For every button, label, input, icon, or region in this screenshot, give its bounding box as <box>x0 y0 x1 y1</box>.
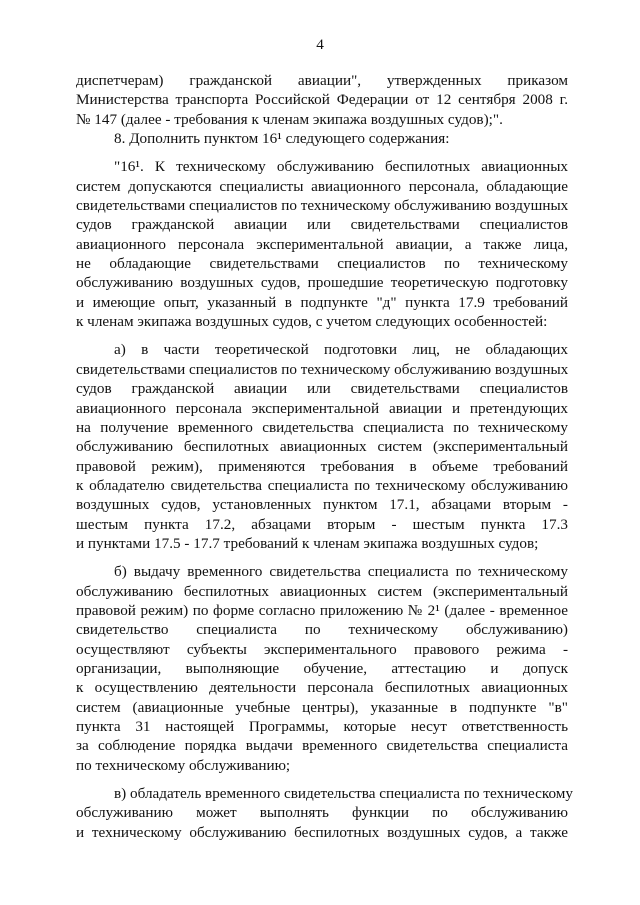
text-line: правовой режим), применяются требования в объеме требований <box>76 457 568 475</box>
text-line: систем (авиационные учебные центры), указанные в подпункте "в" <box>76 698 568 716</box>
text-line: и пунктами 17.5 - 17.7 требований к членам экипажа воздушных судов; <box>76 534 539 552</box>
text-line: № 147 (далее - требования к членам экипажа воздушных судов);". <box>76 110 503 128</box>
text-line: б) выдачу временного свидетельства специалиста по техническому <box>114 563 568 581</box>
text-line: обслуживанию может выполнять функции по обслуживанию <box>76 804 568 822</box>
text-line: судов гражданской авиации или свидетельствами специалистов <box>76 216 568 234</box>
text-line: обслуживанию беспилотных авиационных систем (экспериментальный <box>76 582 568 600</box>
text-line: свидетельствами специалистов по техническому обслуживанию воздушных <box>76 197 569 215</box>
text-line: за соблюдение порядка выдачи временного свидетельства специалиста <box>76 737 568 755</box>
text-line: не обладающие свидетельствами специалистов по техническому <box>76 255 568 273</box>
body-text <box>76 71 573 842</box>
text-line: и техническому обслуживанию беспилотных воздушных судов, а также <box>76 823 568 841</box>
text-line: диспетчерам) гражданской авиации", утвержденных приказом <box>76 72 568 89</box>
text-line: свидетельство специалиста по техническому обслуживанию) <box>76 621 568 639</box>
text-line: шестым пункта 17.2, абзацами вторым - шестым пункта 17.3 <box>76 515 568 533</box>
text-line: к осуществлению деятельности персонала беспилотных авиационных <box>76 679 568 697</box>
text-line: а) в части теоретической подготовки лиц, не обладающих <box>114 341 568 359</box>
text-line: систем допускаются специалисты авиационного персонала, обладающие <box>76 177 568 195</box>
text-line: и имеющие опыт, указанный в подпункте "д" пункта 17.9 требований <box>76 293 568 311</box>
text-line: "16¹. К техническому обслуживанию беспилотных авиационных <box>114 158 568 176</box>
text-line: осуществляют субъекты экспериментального правового режима - <box>76 640 568 658</box>
text-line: авиационного персонала экспериментальной авиации, а также лица, <box>76 235 568 253</box>
text-line: к членам экипажа воздушных судов, с учетом следующих особенностей: <box>76 313 548 331</box>
text-line: обслуживанию беспилотных авиационных систем (экспериментальный <box>76 438 568 456</box>
text-line: в) обладатель временного свидетельства специалиста по техническому <box>114 785 573 803</box>
text-line: по техническому обслуживанию; <box>76 756 291 774</box>
text-line: организации, выполняющие обучение, аттестацию и допуск <box>76 659 568 677</box>
text-line: обслуживанию воздушных судов, прошедшие теоретическую подготовку <box>76 274 568 292</box>
text-line: на получение временного свидетельства специалиста по техническому <box>76 418 568 436</box>
text-line: к обладателю свидетельства специалиста по техническому обслуживанию <box>76 476 568 494</box>
text-line: судов гражданской авиации или свидетельствами специалистов <box>76 380 568 398</box>
paragraph-heading: 8. Дополнить пунктом 16¹ следующего содержания: <box>114 130 450 148</box>
text-line: свидетельствами специалистов по техническому обслуживанию воздушных <box>76 360 569 378</box>
text-line: воздушных судов, установленных пунктом 17.1, абзацами вторым - <box>76 496 568 514</box>
text-line: пункта 31 настоящей Программы, которые несут ответственность <box>76 718 568 735</box>
text-line: Министерства транспорта Российской Федерации от 12 сентября 2008 г. <box>76 91 568 109</box>
text-line: правовой режим) по форме согласно приложению № 2¹ (далее - временное <box>76 601 568 619</box>
text-line: авиационного персонала экспериментальной авиации и претендующих <box>76 399 568 417</box>
page-number: 4 <box>316 36 324 53</box>
